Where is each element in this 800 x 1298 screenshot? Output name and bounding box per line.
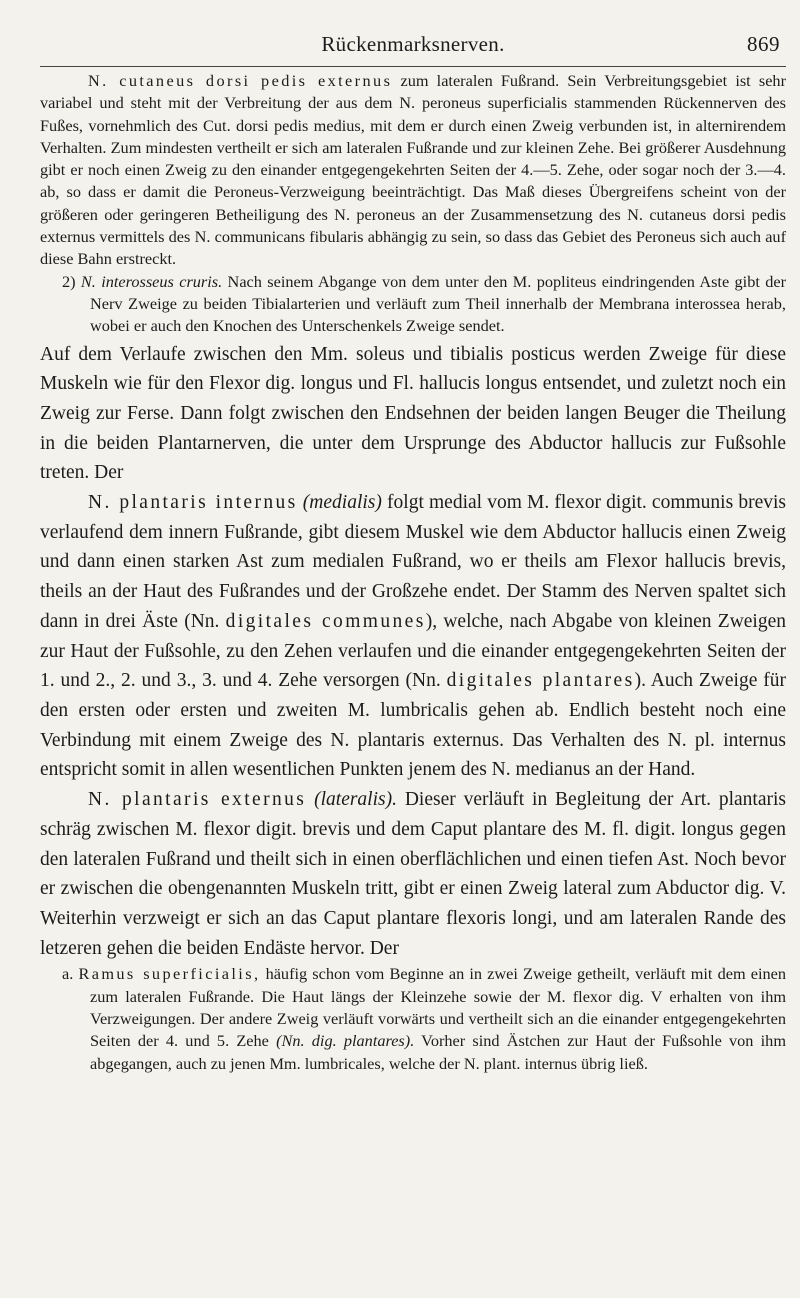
page-body bbox=[40, 70, 786, 1075]
paragraph-text: häufig schon vom Beginne an in zwei Zweige getheilt, verläuft mit dem einen zum lateralen Fußrande. Die Haut längs der Kleinzehe sowie der M. flexor dig. V erhalten von ihm Verzweigungen. Der andere Zweig verläuft vorwärts und vertheilt sich an die einander entgegengekehrten Seiten der 4. und 5. Zehe bbox=[90, 964, 786, 1051]
paragraph-text: ). Auch Zweige für den ersten oder ersten und zweiten M. lumbricalis gehen ab. Endlich besteht noch eine Verbindung mit einem Zweige des N. plantaris externus. Das Verhalten des N. pl. internus entspricht somit in allen wesentlichen Punkten jenem des N. medianus an der Hand. bbox=[40, 670, 786, 781]
page-number: 869 bbox=[747, 32, 780, 56]
paragraph-text: Nach seinem Abgange von dem unter den M. popliteus eindringenden Aste gibt der Nerv Zweige zu beiden Tibialarterien und verläuft zum Theil innerhalb der Membrana interossea herab, wobei er auch den Knochen des Unterschenkels Zweige sendet. bbox=[90, 271, 787, 336]
running-header bbox=[40, 26, 786, 67]
term-nn-dig-plantares: (Nn. dig. plantares). bbox=[276, 1031, 415, 1051]
paragraph-main-course bbox=[40, 340, 786, 489]
term-lateralis: (lateralis). bbox=[314, 789, 397, 811]
term-plantaris-internus: N. plantaris internus bbox=[88, 492, 298, 514]
paragraph-text: Dieser verläuft in Begleitung der Art. plantaris schräg zwischen M. flexor digit. brevis und dem Caput plantare des M. fl. digit. longus gegen den lateralen Fußrand und theilt sich in einen oberflächlichen und einen tiefen Ast. Noch bevor er zwischen die obengenannten Muskeln tritt, gibt er einen Zweig lateral zum Abductor dig. V. Weiterhin verzweigt er sich an das Caput plantare flexoris longi, und am lateralen Rande des letzeren gehen die beiden Endäste hervor. Der bbox=[40, 789, 786, 959]
paragraph-interosseus-cruris bbox=[40, 271, 786, 338]
paragraph-ramus-superficialis bbox=[40, 963, 786, 1074]
paragraph-text: Auf dem Verlaufe zwischen den Mm. soleus und tibialis posticus werden Zweige für diese Muskeln wie für den Flexor dig. longus und Fl. hallucis longus entsendet, und zuletzt noch ein Zweig zur Ferse. Dann folgt zwischen den Endsehnen der beiden langen Beuger die Theilung in die beiden Plantarnerven, die unter dem Ursprunge des Abductor hallucis zur Fußsohle treten. Der bbox=[40, 343, 786, 484]
term-interosseus-cruris: N. interosseus cruris. bbox=[80, 271, 223, 291]
paragraph-text: ), welche, nach Abgabe von kleinen Zweigen zur Haut der Fußsohle, zu den Zehen verlaufen und die einander entgegengekehrten Seiten der 1. und 2., 2. und 3., 3. und 4. Zehe versorgen (Nn. bbox=[40, 610, 786, 692]
list-letter: a. bbox=[62, 964, 74, 984]
running-title: Rückenmarksnerven. bbox=[321, 32, 505, 56]
term-digitales-plantares: digitales plantares bbox=[446, 670, 635, 692]
term-ramus-superficialis: Ramus superficialis, bbox=[78, 964, 261, 984]
paragraph-plantaris-externus bbox=[40, 785, 786, 963]
paragraph-text: Vorher sind Ästchen zur Haut der Fußsohle von ihm abgegangen, auch zu jenen Mm. lumbricales, welche der N. plant. internus übrig ließ. bbox=[90, 1031, 786, 1073]
paragraph-text: zum lateralen Fußrand. Sein Verbreitungsgebiet ist sehr variabel und steht mit der Verbreitung der aus dem N. peroneus superficialis stammenden Rückennerven des Fußes, vornehmlich des Cut. dorsi pedis medius, mit dem er durch einen Zweig verbunden ist, in alternirendem Verhalten. Zum mindesten vertheilt er sich am lateralen Fußrande und zur kleinen Zehe. Bei größerer Ausdehnung gibt er noch einen Zweig zu den einander entgegengekehrten Seiten der 4.—5. Zehe, oder sogar noch der 3.—4. ab, so dass er damit die Peroneus-Verzweigung beeinträchtigt. Das Maß dieses Übergreifens scheint von der größeren oder geringeren Betheiligung des N. peroneus an der Zusammensetzung des N. cutaneus dorsi pedis externus vermittels des N. communicans fibularis abhängig zu sein, so dass das Gebiet des Peroneus sich auch auf diese Bahn erstreckt. bbox=[40, 71, 786, 269]
term-digitales-communes: digitales communes bbox=[225, 610, 426, 632]
list-number: 2) bbox=[62, 271, 76, 291]
paragraph-cutaneus-dorsi bbox=[40, 70, 786, 271]
term-medialis: (medialis) bbox=[302, 492, 382, 514]
term-plantaris-externus: N. plantaris externus bbox=[88, 789, 307, 811]
paragraph-plantaris-internus bbox=[40, 488, 786, 785]
paragraph-text: folgt medial vom M. flexor digit. communis brevis verlaufend dem innern Fußrande, gibt diesem Muskel wie dem Abductor hallucis einen Zweig und dann einen starken Ast zum medialen Fußrand, wo er theils am Flexor hallucis brevis, theils an der Haut des Fußrandes und der Großzehe endet. Der Stamm des Nerven spaltet sich dann in drei Äste (Nn. bbox=[40, 492, 786, 632]
term-cutaneus-dorsi-pedis-externus: N. cutaneus dorsi pedis externus bbox=[88, 71, 393, 90]
